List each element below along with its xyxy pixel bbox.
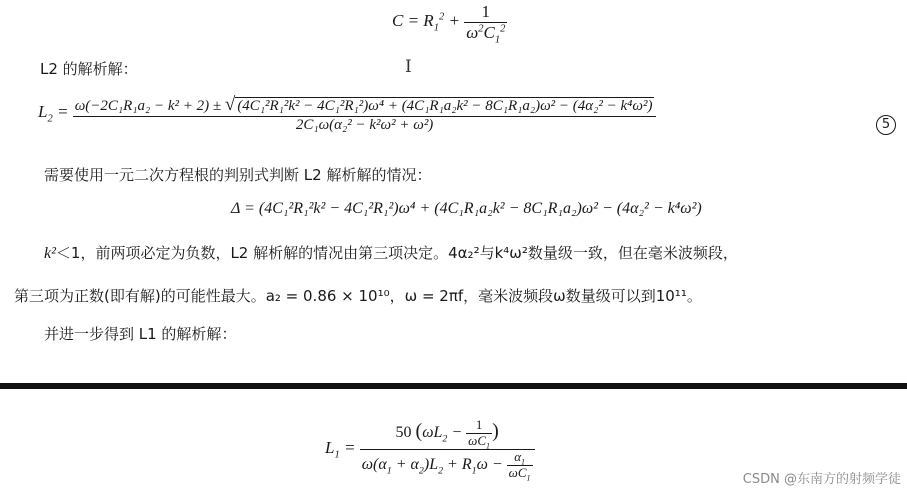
equation-delta: Δ = (4C₁²R₁²k² − 4C₁²R₁²)ω⁴ + (4C₁R₁a₂k² − 8C₁R₁a₂)ω² − (4α₂² − k⁴ω²)	[231, 200, 702, 217]
watermark: CSDN @东南方的射频学徒	[742, 472, 901, 487]
text-cursor-icon: I	[405, 57, 412, 77]
equation-l1: $L_1$ = 50 ($\omega L_2$ − $\frac{1}{\omega C_1}$ ) $\omega(\alpha_1 + \alpha_2)L_2 + R_1\omega$ − $\frac{\alpha_1}{\omega C_1}$	[325, 418, 535, 481]
fraction-c: $\frac{1}{\omega^2C_1^2}$	[466, 2, 506, 45]
paragraph-l1-intro: 并进一步得到 L1 的解析解：	[44, 325, 237, 343]
equation-c: $C = R_1^2$ + $\frac{1}{\omega^2C_1^2}$	[392, 2, 506, 45]
fraction-l1: 50 ($\omega L_2$ − $\frac{1}{\omega C_1}$ ) $\omega(\alpha_1 + \alpha_2)L_2 + R_1\omega$ − $\frac{\alpha_1}{\omega C_1}$	[360, 418, 535, 481]
paragraph-k-line2: 第三项为正数(即有解)的可能性最大。a₂ = 0.86 × 10¹⁰，ω = 2πf，毫米波频段ω数量级可以到10¹¹。	[14, 287, 702, 305]
l2-numerator-root: (4C₁²R₁²k² − 4C₁²R₁²)ω⁴ + (4C₁R₁a₂k² − 8C₁R₁a₂)ω² − (4α₂² − k⁴ω²)	[237, 98, 653, 114]
divider-bar	[0, 383, 907, 389]
l2-label: L2 的解析解：	[40, 60, 138, 78]
paragraph-discriminant: 需要使用一元二次方程根的判别式判断 L2 解析解的情况：	[44, 166, 432, 184]
equation-number-5: 5	[876, 113, 896, 135]
l2-numerator-head: ω(−2C₁R₁a₂ − k² + 2) ±	[74, 98, 225, 114]
paragraph-k-line1: k²＜1，前两项必定为负数，L2 解析解的情况由第三项决定。4α₂²与k⁴ω²数量级一致，但在毫米波频段，	[44, 244, 738, 262]
l2-denominator: 2C₁ω(α₂² − k²ω² + ω²)	[295, 116, 434, 133]
fraction-l2: ω(−2C₁R₁a₂ − k² + 2) ± √ (4C₁²R₁²k² − 4C₁²R₁²)ω⁴ + (4C₁R₁a₂k² − 8C₁R₁a₂)ω² − (4α₂² − k⁴ω²) 2C₁ω(α₂² − k²ω² + ω²)	[73, 94, 657, 134]
equation-l2: $L_2$ = ω(−2C₁R₁a₂ − k² + 2) ± √ (4C₁²R₁²k² − 4C₁²R₁²)ω⁴ + (4C₁R₁a₂k² − 8C₁R₁a₂)ω² − (4α₂² − k⁴ω²) 2C₁ω(α₂² − k²ω² + ω²)	[38, 94, 656, 134]
